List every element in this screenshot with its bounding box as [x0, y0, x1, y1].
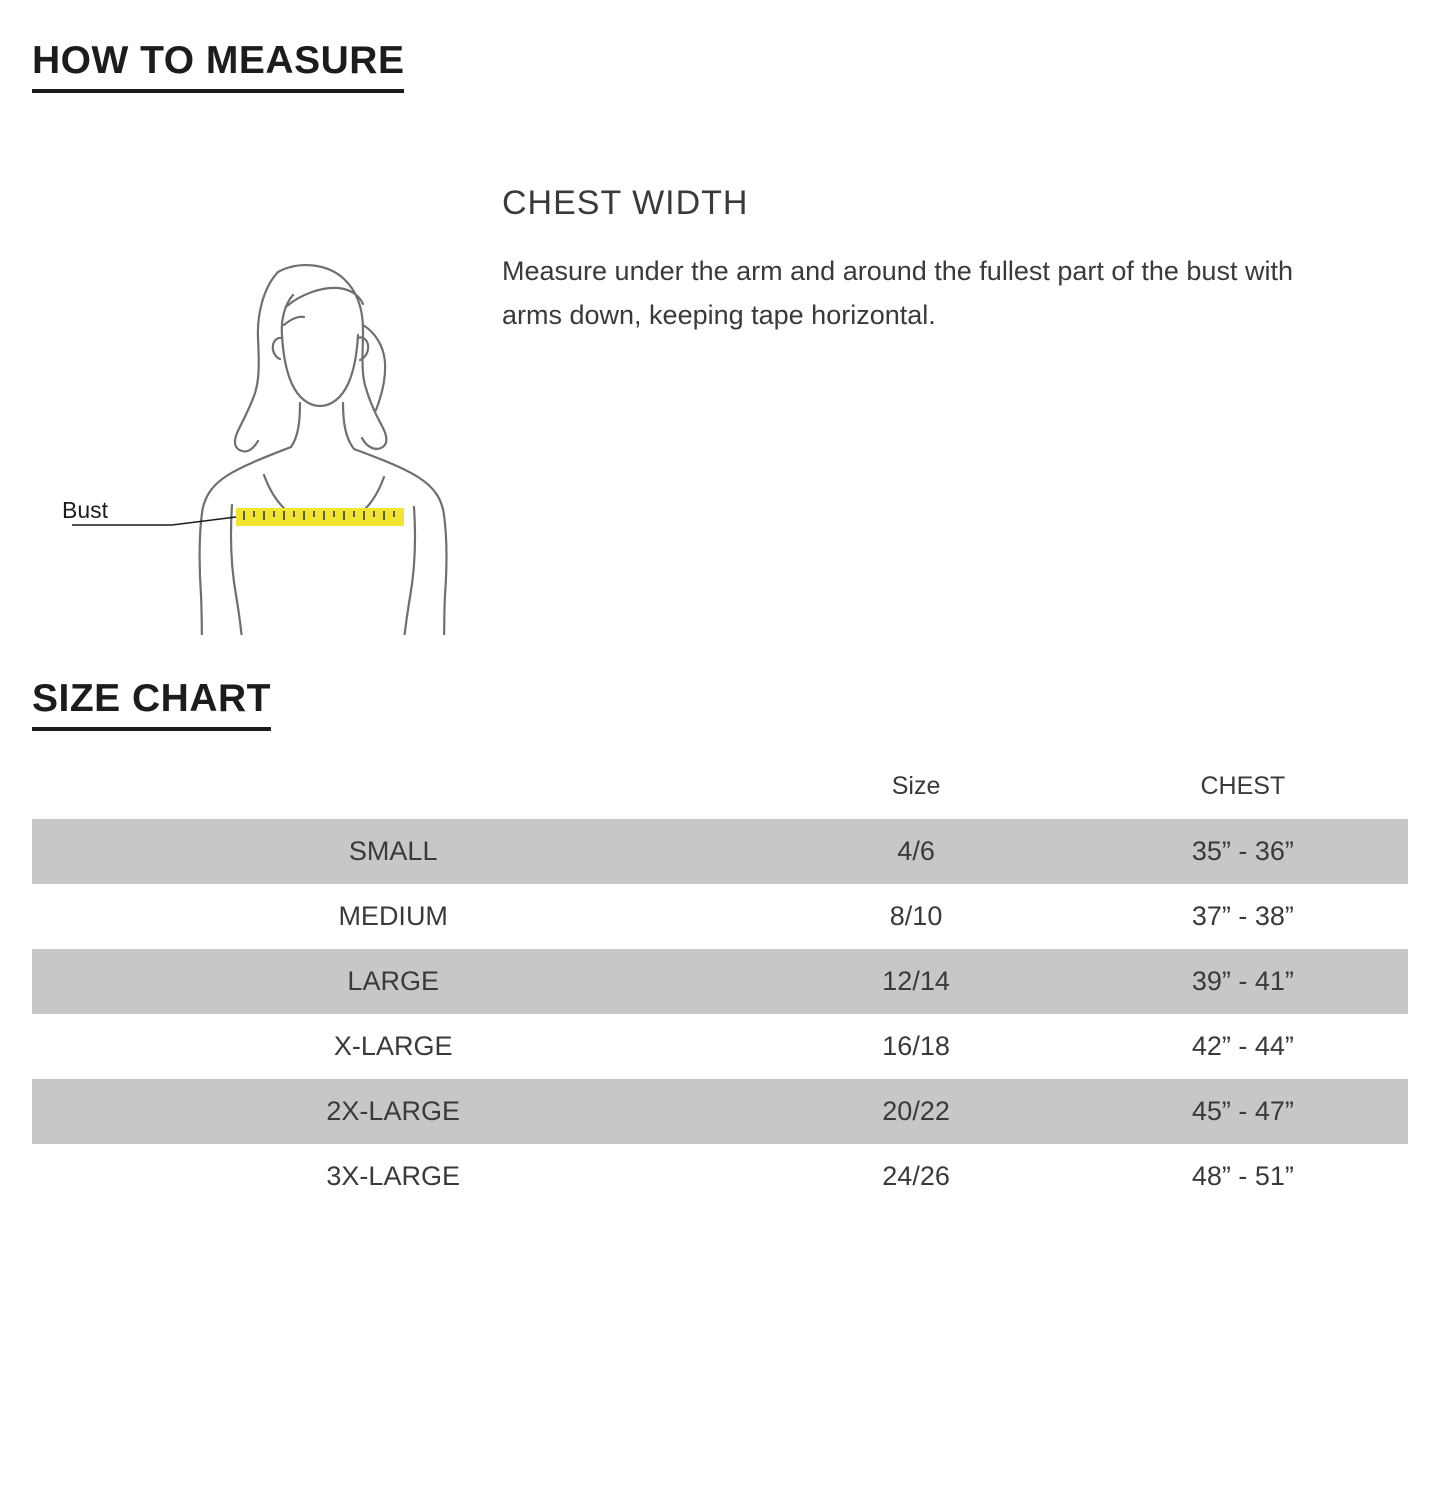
size-chart-heading: SIZE CHART [32, 678, 271, 731]
table-row [32, 884, 1408, 949]
cell-size-name: 2X-LARGE [32, 1079, 754, 1144]
cell-chest-range: 39” - 41” [1078, 949, 1408, 1014]
cell-chest-range: 42” - 44” [1191, 1031, 1294, 1061]
table-row [32, 1079, 1408, 1144]
chest-width-title: CHEST WIDTH [502, 184, 749, 222]
table-row [32, 819, 1408, 884]
cell-size-number: 8/10 [889, 901, 943, 931]
cell-size-number: 16/18 [882, 1031, 950, 1061]
size-chart-heading-wrapper [32, 678, 271, 731]
column-header-size: Size [754, 760, 1077, 819]
cell-size-name: LARGE [32, 949, 754, 1014]
cell-size-number: 4/6 [754, 819, 1077, 884]
how-to-measure-block [32, 175, 1408, 640]
table-row [32, 1144, 1408, 1209]
cell-size-name: MEDIUM [338, 901, 448, 931]
how-to-measure-heading-wrapper [32, 40, 404, 93]
size-chart-body [32, 819, 1408, 1209]
cell-chest-range: 48” - 51” [1191, 1161, 1294, 1191]
body-figure-wrapper [32, 175, 502, 640]
cell-chest-range: 45” - 47” [1078, 1079, 1408, 1144]
female-torso-diagram-icon [32, 175, 502, 635]
column-header-chest: CHEST [1078, 760, 1408, 819]
cell-size-name: SMALL [32, 819, 754, 884]
chest-width-description: Measure under the arm and around the fullest part of the bust with arms down, keeping tape horizontal. [502, 256, 1293, 331]
size-chart-header [32, 760, 1408, 819]
cell-size-number: 12/14 [754, 949, 1077, 1014]
measure-text-block [502, 175, 1408, 338]
size-chart-table [32, 760, 1408, 1209]
bust-callout-label: Bust [62, 497, 109, 523]
how-to-measure-heading: HOW TO MEASURE [32, 40, 404, 93]
cell-chest-range: 35” - 36” [1078, 819, 1408, 884]
cell-size-number: 24/26 [882, 1161, 950, 1191]
cell-size-name: X-LARGE [333, 1031, 453, 1061]
tape-measure-band [236, 508, 404, 526]
cell-chest-range: 37” - 38” [1191, 901, 1294, 931]
column-header-name [32, 760, 754, 819]
cell-size-number: 20/22 [754, 1079, 1077, 1144]
cell-size-name: 3X-LARGE [326, 1161, 460, 1191]
table-header-row [32, 760, 1408, 819]
table-row [32, 1014, 1408, 1079]
table-row [32, 949, 1408, 1014]
